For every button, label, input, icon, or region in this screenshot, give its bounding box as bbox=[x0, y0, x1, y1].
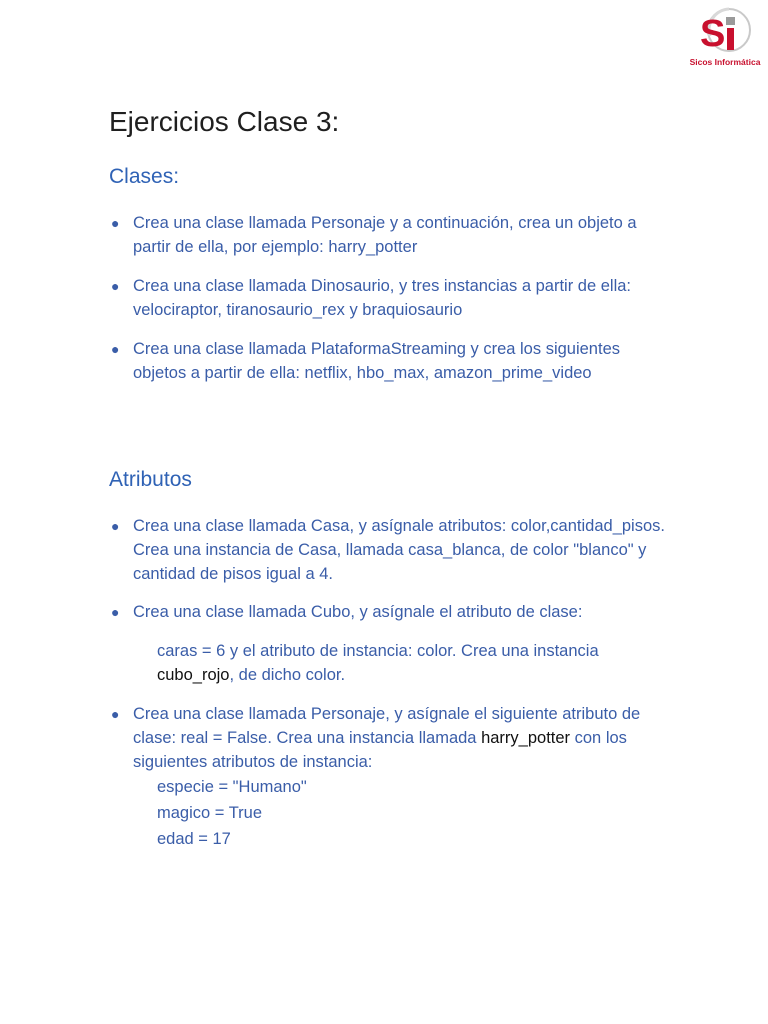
sicos-logo-mark-icon bbox=[696, 6, 752, 58]
svg-text:S: S bbox=[700, 13, 726, 55]
bullet-icon: ● bbox=[111, 604, 120, 620]
detail-text: caras = 6 y el atributo de instancia: color. Crea una instancia bbox=[157, 642, 599, 660]
list-item bbox=[110, 600, 670, 687]
bullet-icon: ● bbox=[111, 278, 120, 294]
list-item bbox=[110, 211, 670, 259]
attribute-line: edad = 17 bbox=[157, 830, 231, 848]
exercise-text: Crea una clase llamada Cubo, y asígnale el atributo de clase: bbox=[133, 603, 583, 621]
bullet-icon: ● bbox=[111, 706, 120, 722]
bullet-icon: ● bbox=[111, 215, 120, 231]
exercise-list-atributos bbox=[110, 514, 670, 852]
section-heading-atributos: Atributos bbox=[109, 468, 192, 491]
list-item bbox=[110, 702, 670, 852]
exercise-text-end: con los siguientes atributos de instancia: bbox=[133, 729, 627, 771]
instance-name: cubo_rojo bbox=[157, 666, 230, 684]
bullet-icon: ● bbox=[111, 518, 120, 534]
exercise-text: Crea una clase llamada Casa, y asígnale atributos: color,cantidad_pisos. Crea una instancia de Casa, llamada casa_blanca, de color "blanco" y cantidad de pisos igual a 4. bbox=[133, 517, 665, 583]
bullet-icon: ● bbox=[111, 341, 120, 357]
attribute-line: especie = "Humano" bbox=[157, 778, 307, 796]
brand-logo bbox=[684, 6, 766, 70]
detail-text-end: , de dicho color. bbox=[229, 666, 346, 684]
list-item bbox=[110, 514, 670, 586]
exercise-text: Crea una clase llamada Personaje y a continuación, crea un objeto a partir de ella, por ejemplo: harry_potter bbox=[133, 214, 637, 256]
exercise-detail bbox=[133, 639, 670, 687]
exercise-text: Crea una clase llamada Personaje, y asígnale el siguiente atributo de clase: real = False. Crea una instancia llamada bbox=[133, 705, 641, 747]
exercise-list-clases bbox=[110, 211, 670, 400]
brand-name: Sicos Informática bbox=[689, 57, 761, 67]
list-item bbox=[110, 337, 670, 385]
section-heading-clases: Clases: bbox=[109, 165, 180, 188]
list-item bbox=[110, 274, 670, 322]
instance-name: harry_potter bbox=[481, 729, 571, 747]
attribute-line: magico = True bbox=[157, 804, 263, 822]
page-title: Ejercicios Clase 3: bbox=[109, 106, 340, 137]
exercise-text: Crea una clase llamada PlataformaStreaming y crea los siguientes objetos a partir de ella: netflix, hbo_max, amazon_prime_video bbox=[133, 340, 620, 382]
exercise-text: Crea una clase llamada Dinosaurio, y tres instancias a partir de ella: velociraptor, tiranosaurio_rex y braquiosaurio bbox=[133, 277, 631, 319]
